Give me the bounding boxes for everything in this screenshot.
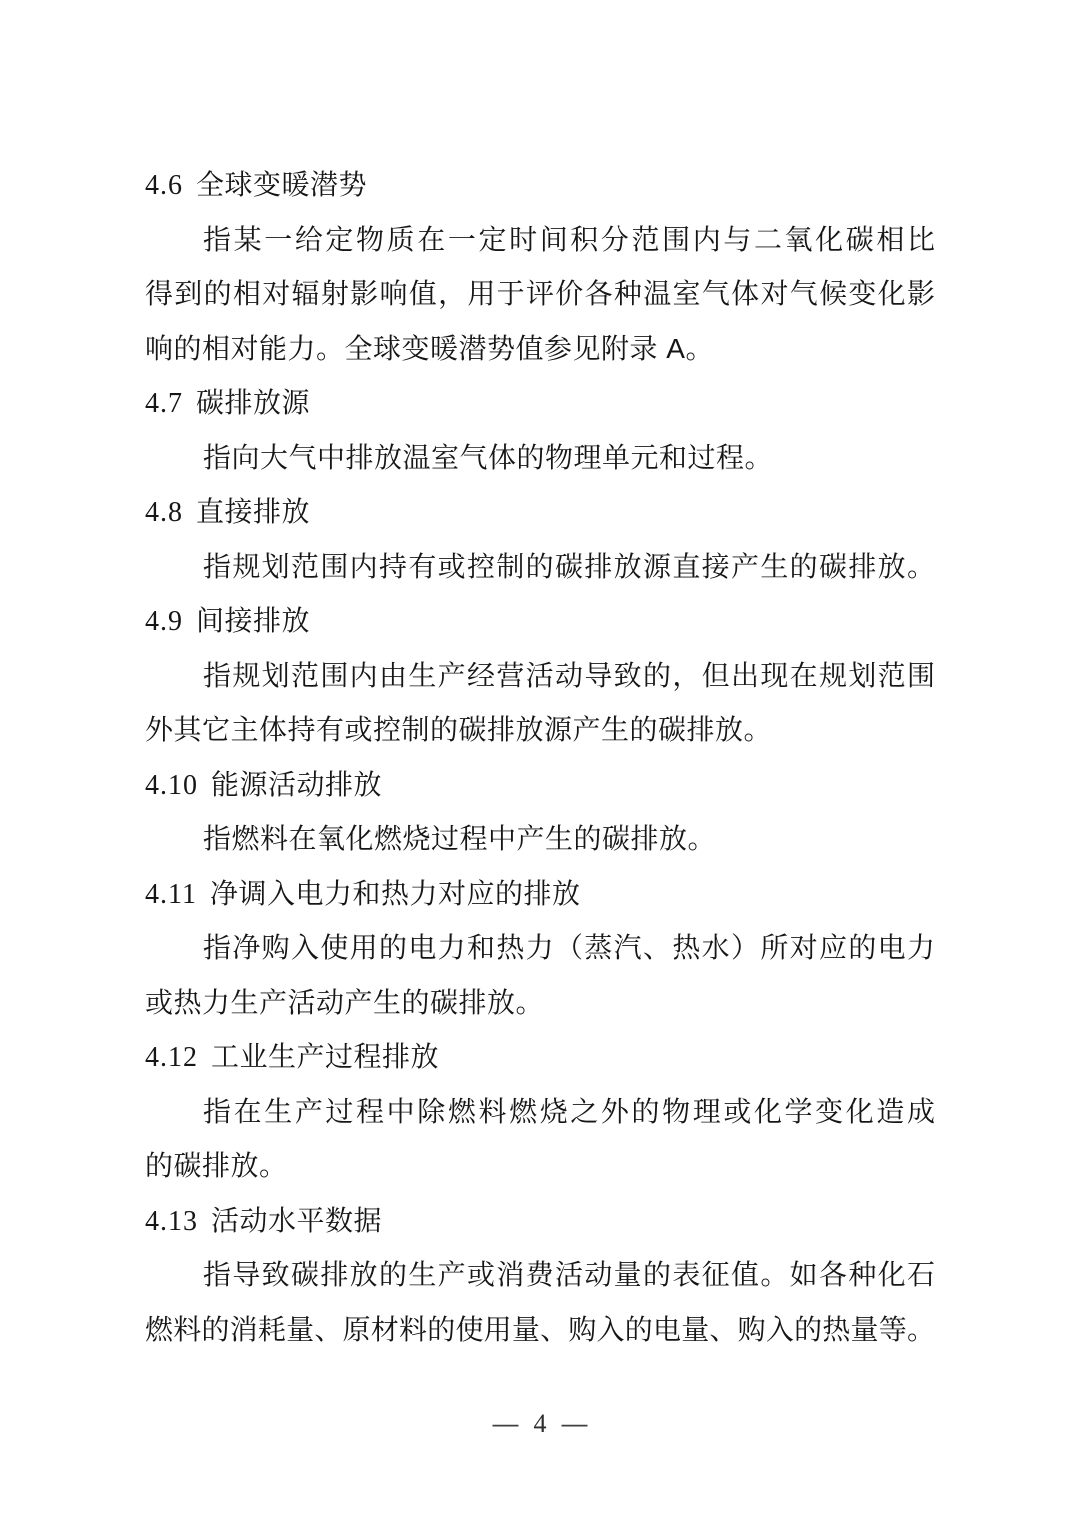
term-heading bbox=[145, 1030, 935, 1085]
definition-line: 指在生产过程中除燃料燃烧之外的物理或化学变化造成 bbox=[203, 1095, 935, 1127]
footer-right-dash: — bbox=[561, 1408, 588, 1438]
term-heading bbox=[145, 485, 935, 540]
term-section bbox=[145, 594, 935, 758]
definition-line: 的碳排放。 bbox=[145, 1150, 288, 1181]
definition-line: 或热力生产活动产生的碳排放。 bbox=[145, 986, 545, 1018]
term-title: 间接排放 bbox=[196, 605, 311, 636]
term-heading bbox=[145, 758, 935, 813]
term-number: 4.9 bbox=[145, 606, 183, 637]
definition-line: 外其它主体持有或控制的碳排放源产生的碳排放。 bbox=[145, 714, 773, 745]
term-number: 4.11 bbox=[145, 878, 197, 910]
definition-line: 响的相对能力。全球变暖潜势值参见附录 A。 bbox=[145, 332, 714, 364]
definition-line: 指导致碳排放的生产或消费活动量的表征值。如各种化石 bbox=[203, 1259, 935, 1290]
term-section bbox=[145, 376, 935, 485]
term-number: 4.12 bbox=[145, 1042, 198, 1073]
page-footer bbox=[0, 1398, 1080, 1449]
term-section bbox=[145, 867, 935, 1031]
footer-left-dash: — bbox=[492, 1408, 519, 1438]
term-number: 4.10 bbox=[145, 769, 198, 801]
definition-line: 指向大气中排放温室气体的物理单元和过程。 bbox=[203, 441, 774, 473]
term-title: 净调入电力和热力对应的排放 bbox=[209, 877, 581, 909]
term-section bbox=[145, 1030, 935, 1194]
term-heading bbox=[145, 1194, 935, 1249]
term-section bbox=[145, 158, 935, 376]
definition-line: 指规划范围内由生产经营活动导致的，但出现在规划范围 bbox=[203, 659, 935, 691]
terms-content bbox=[145, 158, 935, 1357]
term-number: 4.7 bbox=[145, 388, 183, 419]
term-heading bbox=[145, 867, 935, 922]
term-title: 全球变暖潜势 bbox=[196, 169, 368, 200]
definition-line: 指规划范围内持有或控制的碳排放源直接产生的碳排放。 bbox=[203, 550, 935, 582]
term-section bbox=[145, 485, 935, 594]
term-title: 活动水平数据 bbox=[211, 1204, 383, 1236]
term-heading bbox=[145, 376, 935, 431]
definition-line: 指净购入使用的电力和热力（蒸汽、热水）所对应的电力 bbox=[203, 932, 935, 963]
term-number: 4.6 bbox=[145, 170, 183, 201]
definition-line: 得到的相对辐射影响值，用于评价各种温室气体对气候变化影 bbox=[145, 278, 935, 309]
term-section bbox=[145, 758, 935, 867]
definition-line: 指燃料在氧化燃烧过程中产生的碳排放。 bbox=[203, 823, 717, 854]
term-title: 工业生产过程排放 bbox=[211, 1041, 440, 1072]
definition-line: 燃料的消耗量、原材料的使用量、购入的电量、购入的热量等。 bbox=[145, 1313, 935, 1345]
term-title: 直接排放 bbox=[196, 496, 311, 527]
term-number: 4.8 bbox=[145, 497, 183, 528]
term-section bbox=[145, 1194, 935, 1358]
term-heading bbox=[145, 158, 935, 213]
term-number: 4.13 bbox=[145, 1205, 198, 1237]
term-title: 碳排放源 bbox=[196, 387, 311, 418]
term-heading bbox=[145, 594, 935, 649]
definition-line: 指某一给定物质在一定时间积分范围内与二氧化碳相比 bbox=[203, 223, 935, 255]
page-number: 4 bbox=[533, 1409, 547, 1438]
term-title: 能源活动排放 bbox=[211, 768, 383, 800]
